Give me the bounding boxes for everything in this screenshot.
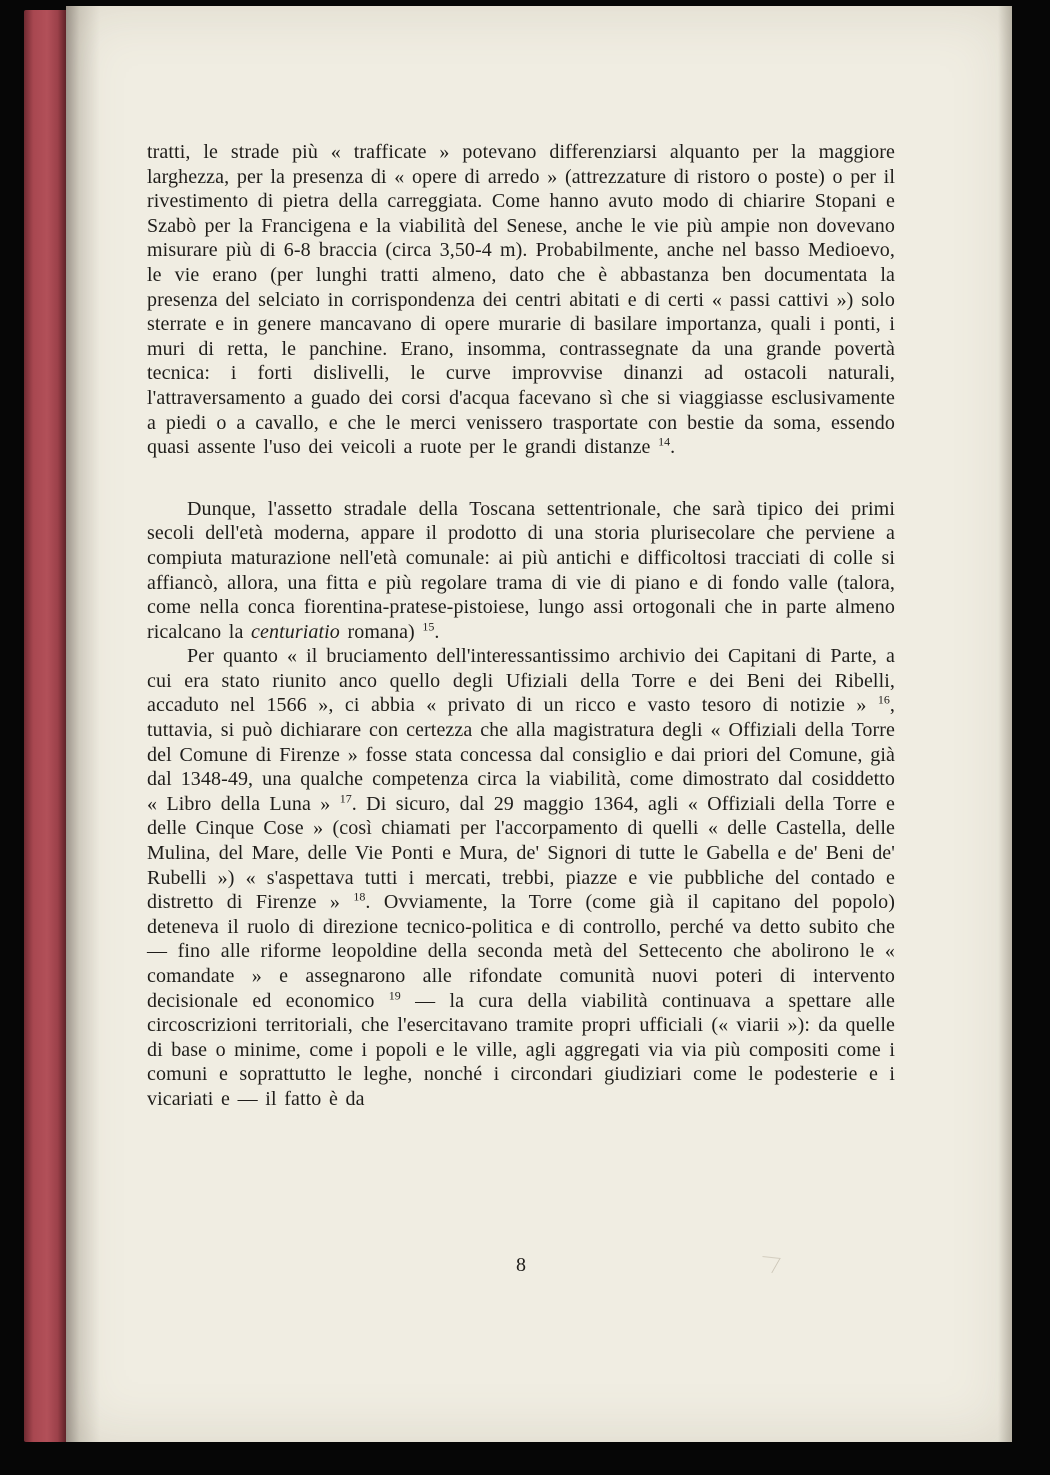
- book-spine: [24, 10, 66, 1442]
- body-text: . Di sicuro, dal 29 maggio 1364, agli « Offiziali della Torre e delle Cinque Cose » (così chiamati per l'accorpamento di quelli « delle Castella, delle Mulina, del Mare, delle Vie Ponti e Mura, de' Signori di tutte le Gabella e de' Beni de' Rubelli ») « s'aspettava tutti i mercati, trebbi, piazze e vie pubbliche del contado e distretto di Firenze »: [147, 792, 896, 914]
- page-number: 8: [516, 1254, 526, 1276]
- body-text: Per quanto « il bruciamento dell'interessantissimo archivio dei Capitani di Parte, a cui era stato riunito anco quello degli Ufiziali della Torre e dei Beni dei Ribelli, accaduto nel 1566 », ci abbia « privato di un ricco e vasto tesoro di notizie »: [147, 645, 895, 717]
- body-text: — la cura della viabilità continuava a spettare alle circoscrizioni territoriali, che l'esercitavano tramite propri ufficiali (« viarii »): da quelle di base o minime, come i popoli e le ville, agli aggregati via via più compositi come i comuni e soprattutto le leghe, nonché i circondari giudiziari come le podesterie e i vicariati e — il fatto è da: [147, 989, 895, 1110]
- footnote-ref-14: 14: [658, 434, 671, 449]
- body-text: . Ovviamente, la Torre (come già il capitano del popolo) deteneva il ruolo di direzione tecnico-politica e di controllo, perché va detto subito che — fino alle riforme leopoldine della seconda metà del Settecento che abolirono le « comandate » e assegnarono alle rifondate comunità nuovi poteri di intervento decisionale ed economico: [147, 891, 895, 1012]
- body-text: romana): [339, 620, 423, 643]
- book-page: [66, 6, 1012, 1442]
- footnote-ref-18: 18: [353, 889, 366, 904]
- paragraph-2: [147, 497, 895, 645]
- body-text: tratti, le strade più « trafficate » potevano differenziarsi alquanto per la maggiore larghezza, per la presenza di « opere di arredo » (attrezzature di ristoro o poste) o per il rivestimento di pietra della carreggiata. Come hanno avuto modo di chiarire Stopani e Szabò per la Francigena e la viabilità del Senese, anche le vie più ampie non dovevano misurare più di 6-8 braccia (circa 3,50-4 m). Probabilmente, anche nel basso Medioevo, le vie erano (per lunghi tratti almeno, dato che è abbastanza ben documentata la presenza del selciato in corrispondenza dei centri abitati e di certi « passi cattivi ») solo sterrate e in genere mancavano di opere murarie di basilare importanza, quali i ponti, i muri di retta, le panchine. Erano, insomma, contrassegnate da una grande povertà tecnica: i forti dislivelli, le curve improvvise dinanzi ad ostacoli naturali, l'attraversamento a guado dei corsi d'acqua facevano sì che si viaggiasse esclusivamente a piedi o a cavallo, e che le merci venissero trasportate con bestie da soma, essendo quasi assente l'uso dei veicoli a ruote per le grandi distanze: [147, 141, 895, 459]
- page-text-block: [147, 140, 895, 1112]
- paragraph-1: [147, 140, 895, 460]
- footnote-ref-17: 17: [339, 791, 352, 806]
- body-text: .: [434, 620, 440, 643]
- footnote-ref-16: 16: [877, 692, 890, 707]
- paragraph-3: [147, 644, 895, 1111]
- body-text: , tuttavia, si può dichiarare con certezza che alla magistratura degli « Offiziali della Torre del Comune di Firenze » fosse stata concessa dal consiglio e dai priori del Comune, già dal 1348-49, una qualche competenza circa la viabilità, come dimostrato dal cosiddetto « Libro della Luna »: [147, 694, 895, 815]
- body-text: Dunque, l'assetto stradale della Toscana settentrionale, che sarà tipico dei primi secoli dell'età moderna, appare il prodotto di una storia plurisecolare che perviene a compiuta maturazione nell'età comunale: ai più antichi e difficoltosi tracciati di colle si affiancò, allora, una fitta e più regolare trama di vie di piano e di fondo valle (talora, come nella conca fiorentina-pratese-pistoiese, lungo assi ortogonali che in parte almeno ricalcano la: [147, 497, 895, 643]
- footnote-ref-19: 19: [388, 987, 401, 1002]
- footnote-ref-15: 15: [422, 619, 435, 634]
- body-text: .: [670, 436, 676, 459]
- italic-term: centuriatio: [251, 620, 340, 643]
